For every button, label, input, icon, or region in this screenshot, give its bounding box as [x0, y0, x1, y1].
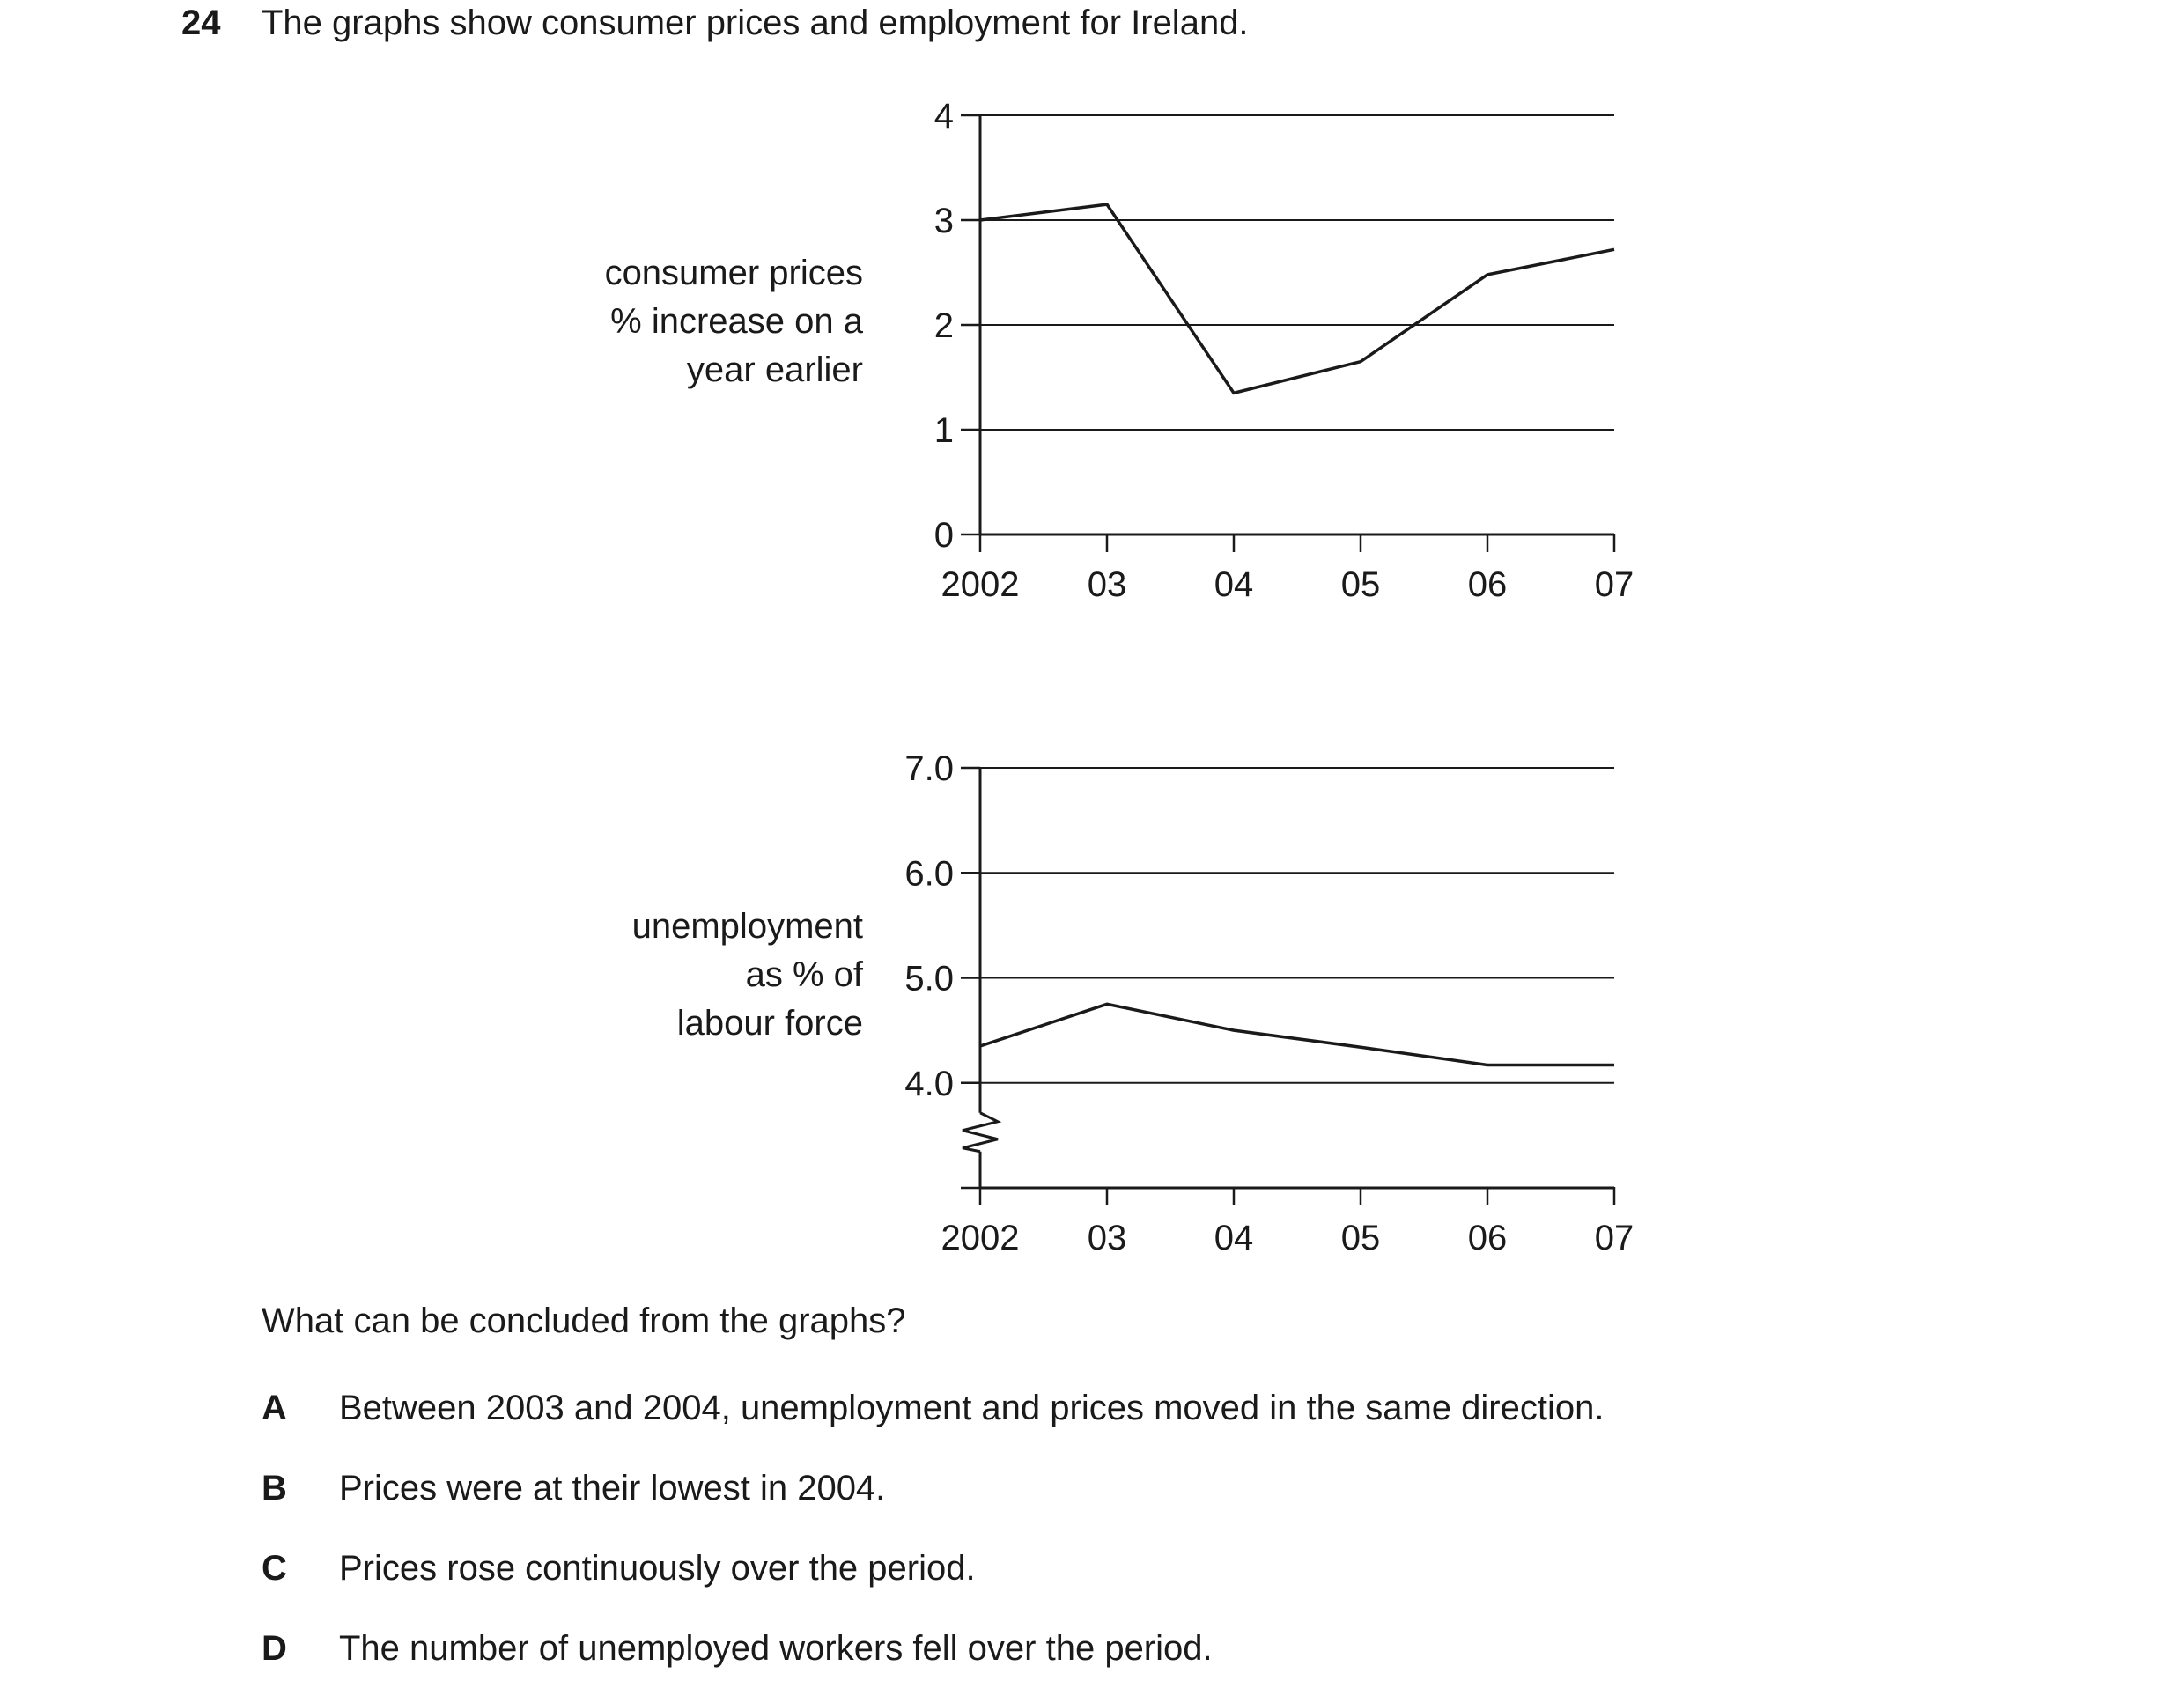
chart2-ylabel-line: unemployment — [631, 907, 863, 946]
chart2-xtick-label: 05 — [1340, 1219, 1381, 1257]
question-text: The graphs show consumer prices and employment for Ireland. — [262, 4, 1249, 42]
chart2-axis-break-icon — [963, 1113, 998, 1152]
option-letter: B — [262, 1469, 287, 1508]
chart2-xtick-label: 03 — [1087, 1219, 1127, 1257]
option-text: The number of unemployed workers fell over the period. — [339, 1629, 1213, 1668]
question-number: 24 — [181, 4, 221, 42]
chart2-xtick-label: 06 — [1467, 1219, 1508, 1257]
chart1-ytick-label: 0 — [933, 516, 954, 555]
chart1-xtick-label: 03 — [1087, 565, 1127, 604]
option-text: Prices were at their lowest in 2004. — [339, 1469, 886, 1508]
chart2-ylabel-line: as % of — [745, 955, 863, 994]
question-prompt: What can be concluded from the graphs? — [262, 1301, 906, 1340]
option-text: Prices rose continuously over the period. — [339, 1549, 976, 1588]
option-letter: A — [262, 1389, 287, 1427]
option-text: Between 2003 and 2004, unemployment and prices moved in the same direction. — [339, 1389, 1605, 1427]
option-letter: D — [262, 1629, 287, 1668]
chart1-xtick-label: 05 — [1340, 565, 1381, 604]
chart2-ylabel-line: labour force — [676, 1004, 863, 1043]
chart2-xtick-label: 2002 — [941, 1219, 1020, 1257]
chart1-xtick-label: 2002 — [941, 565, 1020, 604]
chart2-xtick-label: 04 — [1214, 1219, 1254, 1257]
chart2-ytick-label: 4.0 — [904, 1064, 954, 1103]
chart1-ylabel-line: % increase on a — [610, 302, 863, 341]
chart1-xtick-label: 07 — [1594, 565, 1634, 604]
chart1-xtick-label: 06 — [1467, 565, 1508, 604]
chart1-ytick-label: 2 — [933, 306, 954, 345]
option-letter: C — [262, 1549, 287, 1588]
chart1-ytick-label: 3 — [933, 202, 954, 240]
chart2-xtick-label: 07 — [1594, 1219, 1634, 1257]
chart2-ytick-label: 5.0 — [904, 959, 954, 999]
chart1-ytick-label: 4 — [933, 97, 954, 136]
chart2-ytick-label: 7.0 — [904, 749, 954, 788]
chart2-series-line — [980, 1004, 1614, 1065]
chart1-ylabel-line: year earlier — [686, 350, 863, 389]
chart2-ytick-label: 6.0 — [904, 854, 954, 894]
chart1-ytick-label: 1 — [933, 411, 954, 450]
chart1-series-line — [980, 204, 1614, 393]
chart1-xtick-label: 04 — [1214, 565, 1254, 604]
chart1-ylabel-line: consumer prices — [604, 254, 863, 292]
